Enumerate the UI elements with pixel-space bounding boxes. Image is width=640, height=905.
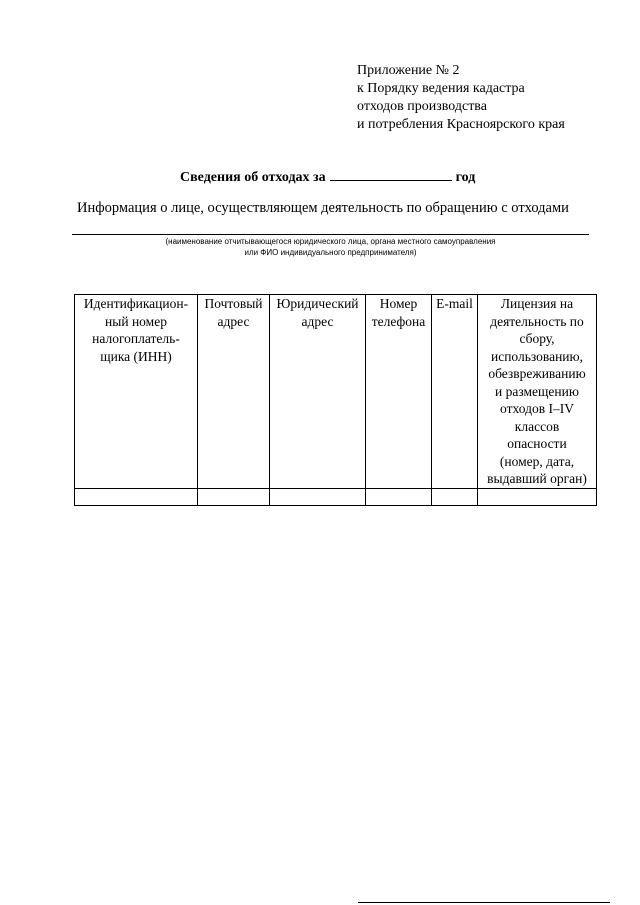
- header-cell-email: [432, 295, 478, 489]
- header-line: телефона: [371, 313, 426, 329]
- header-line: отходов I–IV: [500, 401, 574, 416]
- header-line: (номер, дата,: [499, 453, 575, 469]
- header-line: опасности: [507, 436, 567, 451]
- empty-cell[interactable]: [478, 488, 597, 505]
- name-caption: [72, 236, 589, 258]
- empty-cell[interactable]: [366, 488, 432, 505]
- heading-suffix: год: [455, 170, 476, 185]
- empty-cell[interactable]: [198, 488, 270, 505]
- appendix-block: [357, 62, 565, 134]
- header-line: адрес: [217, 313, 250, 329]
- header-line: использованию,: [490, 348, 583, 364]
- header-line: выдавший орган): [487, 471, 587, 486]
- header-line: щика (ИНН): [100, 348, 172, 364]
- name-underline: [72, 234, 589, 235]
- header-cell-postal-address: [198, 295, 270, 489]
- header-line: налогоплатель-: [92, 331, 180, 346]
- header-line: и размещению: [495, 383, 579, 399]
- appendix-line: Приложение № 2: [357, 63, 460, 78]
- header-cell-legal-address: [270, 295, 366, 489]
- header-cell-inn: [75, 295, 198, 489]
- header-line: Лицензия на: [500, 296, 574, 311]
- header-line: деятельность по: [490, 313, 584, 329]
- header-line: ный номер: [105, 313, 167, 329]
- header-line: классов: [514, 418, 560, 434]
- header-line: адрес: [301, 313, 334, 329]
- header-cell-phone: [366, 295, 432, 489]
- footer-rule: [358, 902, 610, 903]
- caption-line: (наименование отчитывающегося юридического лица, органа местного самоуправления: [165, 237, 496, 246]
- empty-cell[interactable]: [432, 488, 478, 505]
- table-empty-row: [75, 488, 597, 505]
- header-line: Номер: [379, 296, 418, 311]
- appendix-line: отходов производства: [357, 99, 487, 114]
- header-line: Идентификацион-: [83, 296, 189, 311]
- header-cell-license: [478, 295, 597, 489]
- header-line: сбору,: [519, 331, 555, 346]
- header-line: Юридический: [276, 296, 359, 311]
- year-blank-field: [330, 168, 452, 181]
- appendix-line: и потребления Красноярского края: [357, 117, 565, 132]
- empty-cell[interactable]: [75, 488, 198, 505]
- table-header-row: [75, 295, 597, 489]
- caption-line: или ФИО индивидуального предпринимателя): [244, 248, 417, 257]
- header-line: обезвреживанию: [488, 366, 586, 381]
- empty-cell[interactable]: [270, 488, 366, 505]
- header-line: Почтовый: [204, 296, 263, 311]
- header-line: E-mail: [436, 296, 473, 311]
- info-line: Информация о лице, осуществляющем деятельность по обращению с отходами: [77, 200, 569, 216]
- heading-prefix: Сведения об отходах за: [180, 170, 326, 185]
- document-heading: [180, 168, 475, 186]
- appendix-line: к Порядку ведения кадастра: [357, 81, 525, 96]
- waste-info-table: [74, 294, 597, 506]
